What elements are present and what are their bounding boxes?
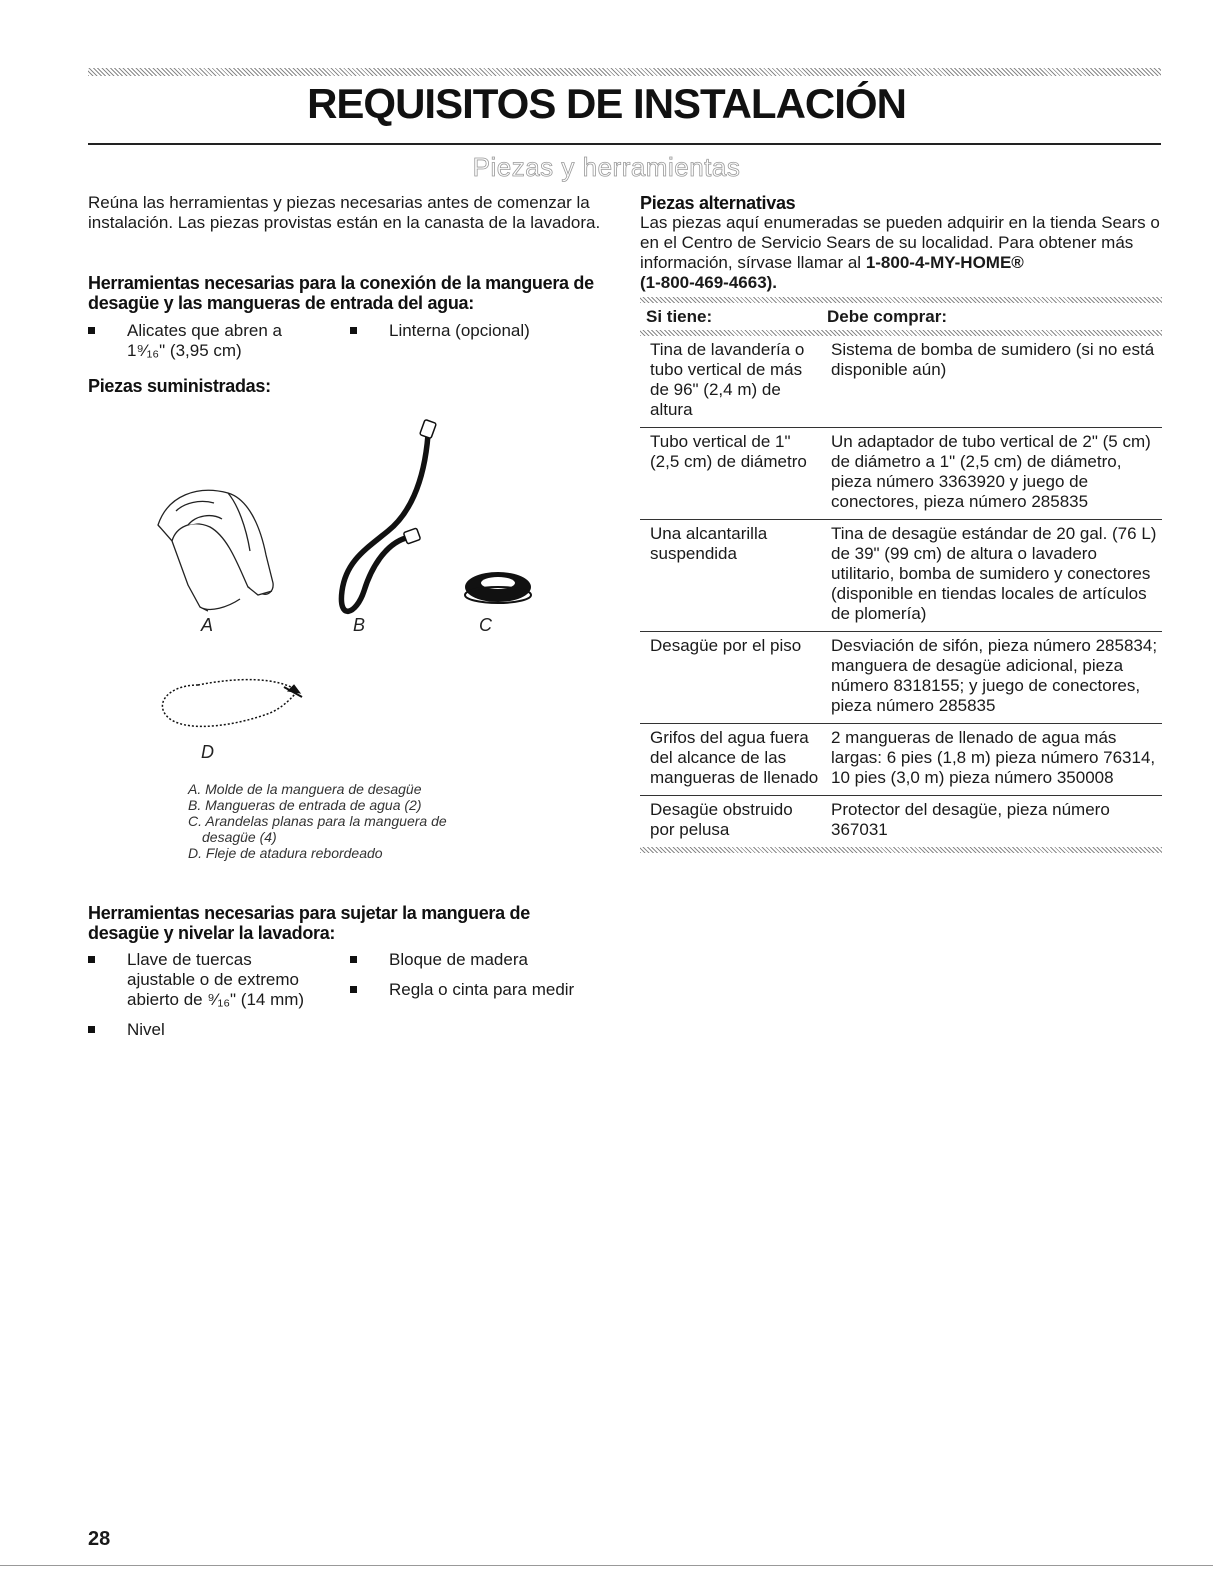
- table-header-buy: Debe comprar:: [827, 307, 947, 326]
- cell-have: Desagüe por el piso: [640, 632, 821, 724]
- drain-hose-form-icon: [158, 490, 273, 611]
- cell-buy: Desviación de sifón, pieza número 285834; manguera de desagüe adicional, pieza número 8318155; y juego de conectores, pieza número 285835: [821, 632, 1162, 724]
- alternative-parts-heading: Piezas alternativas: [640, 193, 796, 213]
- caption-d: D. Fleje de atadura rebordeado: [188, 845, 383, 861]
- caption-c-continued: desagüe (4): [202, 829, 277, 845]
- list-item: Bloque de madera: [350, 950, 609, 970]
- cell-buy: Tina de desagüe estándar de 20 gal. (76 L) de 39" (99 cm) de altura o lavadero utilitario, bomba de sumidero y conectores (disponible en tiendas locales de artículos de plomería): [821, 520, 1162, 632]
- list-item: Llave de tuercas ajustable o de extremo abierto de ⁹⁄₁₆" (14 mm): [88, 950, 317, 1010]
- phone-name: 1-800-4-MY-HOME®: [865, 253, 1024, 272]
- cell-have: Grifos del agua fuera del alcance de las mangueras de llenado: [640, 724, 821, 796]
- caption-c: C. Arandelas planas para la manguera de: [188, 813, 447, 829]
- alternative-parts-table: [640, 303, 1162, 847]
- title-rule: [88, 143, 1161, 145]
- alternative-parts-intro-text: Las piezas aquí enumeradas se pueden adquirir en la tienda Sears o en el Centro de Servicio Sears de su localidad. Para obtener más información, sírvase llamar al: [640, 213, 1160, 272]
- list-item: Nivel: [88, 1020, 317, 1040]
- list-item: Linterna (opcional): [350, 321, 609, 341]
- cell-have: Tina de lavandería o tubo vertical de más de 96" (2,4 m) de altura: [650, 340, 805, 419]
- table-row: [640, 336, 1162, 428]
- figure-letter-c: C: [479, 615, 492, 635]
- page-title: REQUISITOS DE INSTALACIÓN: [307, 80, 906, 127]
- parts-illustration: [88, 415, 608, 775]
- inlet-hose-icon: [341, 419, 436, 611]
- table-row: [640, 796, 1162, 848]
- cell-buy: Un adaptador de tubo vertical de 2" (5 cm) de diámetro a 1" (2,5 cm) de diámetro, pieza número 3363920 y juego de conectores, pieza número 285835: [821, 428, 1162, 520]
- table-row: [640, 428, 1162, 520]
- beaded-strap-icon: [162, 680, 302, 727]
- top-hatch-bar: [88, 68, 1161, 76]
- supplied-parts-figure: [88, 415, 608, 861]
- list-item: Regla o cinta para medir: [350, 980, 629, 1000]
- table-bottom-hatch: [640, 847, 1162, 853]
- cell-buy: 2 mangueras de llenado de agua más largas: 6 pies (1,8 m) pieza número 76314, 10 pies (3,0 m) pieza número 350008: [821, 724, 1162, 796]
- cell-have: Una alcantarilla suspendida: [640, 520, 821, 632]
- table-row: [640, 520, 1162, 632]
- figure-letter-d: D: [201, 742, 214, 762]
- section-heading: Piezas y herramientas: [472, 152, 741, 182]
- table-row: [640, 724, 1162, 796]
- cell-have: Desagüe obstruido por pelusa: [640, 796, 821, 848]
- cell-buy: Sistema de bomba de sumidero (si no está disponible aún): [831, 340, 1155, 379]
- figure-letter-b: B: [353, 615, 366, 635]
- figure-captions: [188, 781, 447, 861]
- tools-list-2: [88, 950, 608, 1050]
- caption-b: B. Mangueras de entrada de agua (2): [188, 797, 422, 813]
- supplied-parts-heading: Piezas suministradas:: [88, 376, 271, 396]
- bottom-rule: [0, 1565, 1213, 1566]
- phone-number: (1-800-469-4663).: [640, 273, 778, 292]
- cell-have: Tubo vertical de 1" (2,5 cm) de diámetro: [640, 428, 821, 520]
- intro-paragraph: Reúna las herramientas y piezas necesarias antes de comenzar la instalación. Las piezas provistas están en la canasta de la lavadora.: [88, 193, 601, 232]
- figure-letter-a: A: [201, 615, 214, 635]
- tools-heading-level: Herramientas necesarias para sujetar la manguera de desagüe y nivelar la lavadora:: [88, 903, 530, 943]
- flat-washer-icon: [465, 572, 531, 603]
- right-column: [640, 193, 1162, 853]
- tools-heading-drain-hose: Herramientas necesarias para la conexión de la manguera de desagüe y las mangueras de entrada del agua:: [88, 273, 594, 313]
- list-item: Alicates que abren a 1⁹⁄₁₆" (3,95 cm): [88, 321, 307, 361]
- table-header-have: Si tiene:: [646, 307, 713, 326]
- alternative-parts-intro: [640, 213, 1162, 293]
- page-number: 28: [88, 1528, 111, 1550]
- table-row: [640, 632, 1162, 724]
- caption-a: A. Molde de la manguera de desagüe: [188, 781, 422, 797]
- cell-buy: Protector del desagüe, pieza número 367031: [821, 796, 1162, 848]
- tools-list-1: [88, 321, 608, 361]
